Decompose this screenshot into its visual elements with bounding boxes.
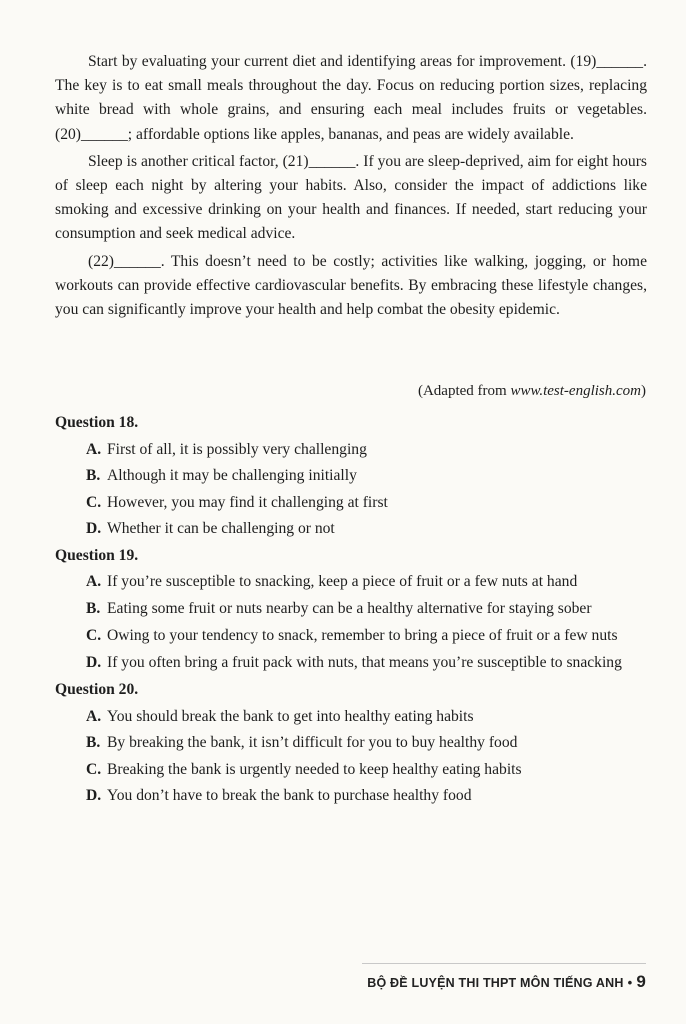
option-letter: D. [86,787,102,804]
question-19 [55,543,647,678]
passage-paragraph: (22)______. This doesn’t need to be costly; activities like walking, jogging, or home workouts can provide effective cardiovascular benefits. By embracing these lifestyle changes, you can significantly improve your health and help combat the obesity epidemic. [55,252,647,319]
page-footer [367,972,646,992]
option-d [86,783,647,810]
option-a [86,704,647,731]
option-letter: C. [86,627,102,644]
option-letter: B. [86,600,101,617]
option-text: You should break the bank to get into healthy eating habits [107,707,474,725]
option-text: Although it may be challenging initially [107,467,357,484]
option-b [86,730,647,757]
footer-separator: • [627,975,633,990]
footer-divider [362,963,646,964]
reading-passage [55,50,647,325]
option-text: If you’re susceptible to snacking, keep a piece of fruit or a few nuts at hand [107,573,578,590]
option-a [86,569,647,596]
option-text: Breaking the bank is urgently needed to keep healthy eating habits [107,760,522,778]
option-text: If you often bring a fruit pack with nuts, that means you’re susceptible to snacking [107,654,622,671]
option-text: Eating some fruit or nuts nearby can be a healthy alternative for staying sober [107,600,592,617]
option-letter: B. [86,467,101,484]
question-title: Question 20. [55,681,139,698]
option-letter: D. [86,654,102,671]
option-text: First of all, it is possibly very challenging [107,440,367,458]
option-d [86,516,647,543]
option-a [86,437,647,464]
passage-paragraph: Start by evaluating your current diet and identifying areas for improvement. (19)______. The key is to eat small meals throughout the day. Focus on reducing portion sizes, replacing white bread with whole grains, and ensuring each meal includes fruits or vegetables. (20)______; affordable options like apples, bananas, and peas are widely available. [55,53,647,143]
option-b [86,463,647,490]
option-text: You don’t have to break the bank to purchase healthy food [107,787,472,804]
question-20 [55,677,647,810]
source-url: www.test-english.com [510,383,641,399]
option-text: By breaking the bank, it isn’t difficult for you to buy healthy food [107,734,518,751]
option-b [86,596,647,623]
passage-paragraph: Sleep is another critical factor, (21)______. If you are sleep-deprived, aim for eight hours of sleep each night by altering your habits. Also, consider the impact of addictions like smoking and excessive drinking on your health and finances. If needed, start reducing your consumption and seek medical advice. [55,152,647,243]
source-suffix: ) [641,383,646,399]
question-18 [55,410,647,543]
page-number: 9 [636,972,646,991]
option-d [86,650,647,677]
option-letter: A. [86,707,102,725]
option-letter: C. [86,493,102,511]
option-c [86,757,647,784]
question-title: Question 18. [55,414,139,431]
questions-section [55,410,647,810]
option-text: However, you may find it challenging at first [107,493,388,511]
source-prefix: (Adapted from [417,383,511,399]
option-letter: C. [86,760,102,778]
option-letter: B. [86,734,101,751]
option-letter: A. [86,440,102,458]
option-letter: A. [86,573,102,590]
question-title: Question 19. [55,546,139,564]
option-text: Owing to your tendency to snack, remember to bring a piece of fruit or a few nuts [107,627,618,644]
option-text: Whether it can be challenging or not [107,520,335,537]
option-c [86,490,647,517]
option-c [86,623,647,650]
source-citation [418,383,646,400]
footer-title: BỘ ĐỀ LUYỆN THI THPT MÔN TIẾNG ANH [367,976,624,990]
option-letter: D. [86,520,102,537]
